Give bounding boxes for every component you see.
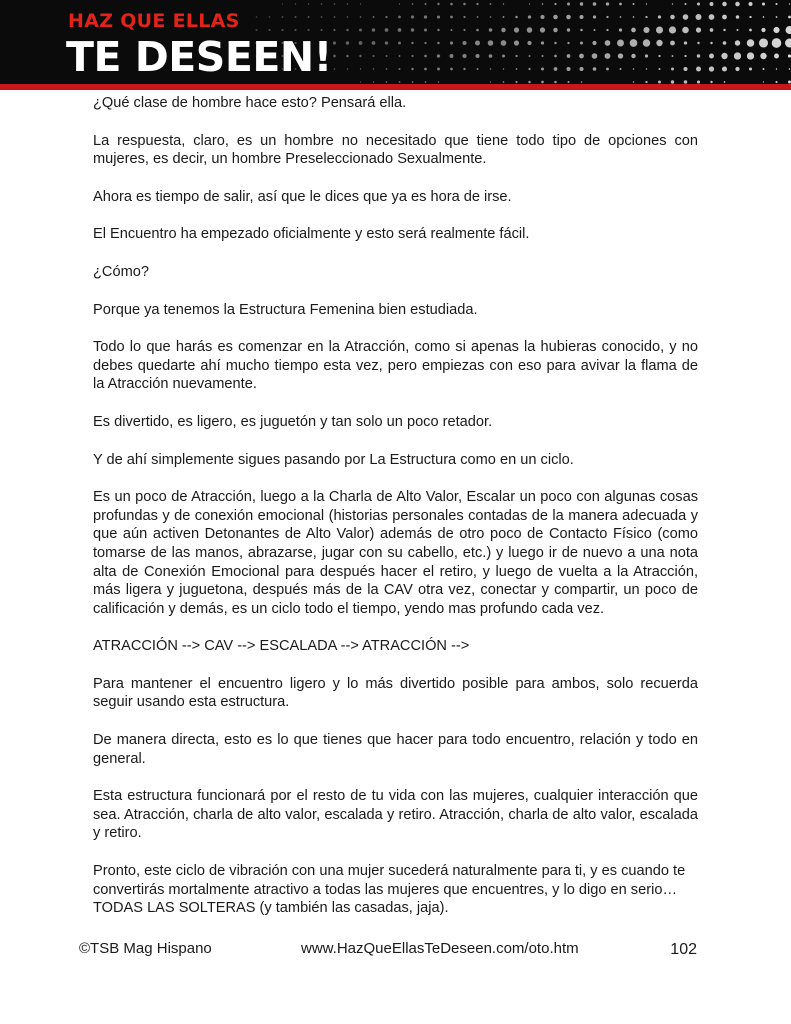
halftone-dot [411,55,413,57]
halftone-dot [347,16,349,18]
halftone-dot [346,29,349,32]
paragraph-3: Ahora es tiempo de salir, así que le dices que ya es hora de irse. [93,188,512,205]
halftone-dot [490,16,492,18]
halftone-dot [789,68,791,70]
halftone-dot [554,67,558,71]
halftone-dot [385,16,387,18]
halftone-dot [424,42,426,44]
halftone-dot [373,68,374,69]
halftone-dot [788,16,791,19]
halftone-dot [490,68,492,70]
halftone-dot [630,39,638,47]
halftone-dot [646,68,647,69]
halftone-dot [710,28,714,32]
halftone-dot [736,29,738,31]
halftone-dot [606,2,609,5]
paragraph-8: Es divertido, es ligero, es juguetón y tan solo un poco retador. [93,413,493,430]
halftone-dot [503,3,504,4]
halftone-dot [541,68,544,71]
halftone-dot [735,2,740,7]
paragraph-6: Porque ya tenemos la Estructura Femenina bien estudiada. [93,301,478,318]
halftone-dot [514,40,519,45]
halftone-dot [618,53,623,58]
halftone-dot [749,16,751,18]
halftone-dot [786,26,791,34]
halftone-dot [462,54,466,58]
halftone-dot [424,68,427,71]
halftone-dot [772,38,782,48]
halftone-dot [696,14,702,20]
halftone-dot [684,55,686,57]
halftone-dot [333,41,336,44]
halftone-dot [593,2,597,6]
halftone-dot [646,3,647,4]
paragraph-10: Es un poco de Atracción, luego a la Charla de Alto Valor, Escalar un poco con algunas cosas profundas y de conexión emocional (historias personales contadas de la manera adecuada y que aún activen Detonantes de Alto Valor) además de otro poco de Contacto Físico (como tomarse de las manos, abrazarse, jugar con su cabello, etc.) y luego ir de nuevo a una nota alta de Conexión Emocional para después hacer el retiro, y luego de vuelta a la Atracción, más ligera y juguetona, después más de la CAV otra vez, conectar y compartir, un poco de calificación y demás, es un ciclo todo el tiempo, yendo mas profundo cada vez. [93,489,698,617]
halftone-dot [580,42,583,45]
halftone-dot [580,29,583,32]
halftone-dot [501,40,507,46]
halftone-dot [398,68,400,70]
halftone-dot [696,67,701,72]
halftone-dot [424,29,427,32]
halftone-dot [554,3,556,5]
halftone-dot [490,3,492,5]
halftone-dot [553,15,558,20]
halftone-dot [645,81,647,83]
halftone-dot [386,55,388,57]
halftone-dot [763,16,765,18]
halftone-dot [734,52,741,59]
halftone-dot [579,67,583,71]
halftone-dot [656,40,662,46]
halftone-dot [502,55,505,58]
halftone-dot [789,3,790,4]
halftone-dot [399,55,401,57]
paragraph-14: Esta estructura funcionará por el resto de tu vida con las mujeres, cualquier interacción que sea. Atracción, charla de alto valor, escalada y retiro. Atracción, charla de alto valor, escalada y retiro. [93,788,698,842]
halftone-dot [709,54,714,59]
halftone-dot [773,27,779,33]
halftone-dot [593,15,596,18]
halftone-dot [503,16,505,18]
halftone-dot [359,29,362,32]
halftone-dot [776,68,777,69]
halftone-dot [567,28,570,31]
halftone-dot [333,29,335,31]
halftone-dot [672,55,674,57]
halftone-dot [463,3,466,6]
halftone-dot [656,26,663,33]
halftone-dot [747,39,755,47]
halftone-dot [411,68,414,71]
halftone-dot [579,15,583,19]
halftone-dot [619,28,622,31]
halftone-dot [282,16,284,18]
halftone-dot [437,15,440,18]
halftone-dot [747,52,754,59]
halftone-dot [529,55,531,57]
halftone-dot [631,54,635,58]
halftone-dot [709,14,715,20]
halftone-dot [528,81,531,84]
halftone-dot [542,55,544,57]
paragraph-9: Y de ahí simplemente sigues pasando por La Estructura como en un ciclo. [93,451,574,468]
halftone-dot [333,55,336,58]
halftone-dot [528,68,530,70]
halftone-dot [373,16,375,18]
halftone-dot [697,42,699,44]
halftone-dot [735,67,739,71]
halftone-dot [346,41,350,45]
halftone-dot [399,3,400,4]
halftone-dot [606,16,608,18]
halftone-dot [398,42,401,45]
halftone-dot [761,28,765,32]
halftone-dot [527,27,533,33]
halftone-dot [385,41,388,44]
halftone-dot [255,29,257,31]
halftone-dot [763,81,764,82]
halftone-dot [347,3,348,4]
halftone-dot [540,15,544,19]
halftone-dot [723,29,725,31]
halftone-dot [424,15,427,18]
halftone-dot [359,41,363,45]
halftone-dot [722,15,727,20]
halftone-dot [541,41,544,44]
halftone-dot [581,81,583,83]
halftone-dot [437,54,440,57]
footer-url-link[interactable]: www.HazQueEllasTeDeseen.com/oto.htm [301,940,579,957]
halftone-dot [412,81,414,83]
halftone-dot [386,81,388,83]
halftone-dot [490,81,491,82]
halftone-dot [503,81,505,83]
halftone-dot [450,68,453,71]
halftone-dot [412,3,414,5]
halftone-dot [735,40,740,45]
halftone-dot [749,2,753,6]
halftone-dot [710,2,714,6]
paragraph-2: La respuesta, claro, es un hombre no necesitado que tiene todo tipo de opciones con mujeres, es decir, un hombre Preseleccionado Sexualmente. [93,132,698,168]
halftone-dot [669,26,676,33]
halftone-dot [620,16,622,18]
halftone-dot [697,2,700,5]
page-body [93,94,698,937]
halftone-dot [516,68,518,70]
halftone-dot [682,27,689,34]
halftone-dot [372,55,374,57]
halftone-dot [567,54,571,58]
halftone-dot [437,42,440,45]
halftone-dot [360,16,362,18]
halftone-dot [566,67,570,71]
halftone-dot [696,27,701,32]
halftone-dot [320,29,322,31]
halftone-dot [398,16,401,19]
halftone-dot [554,55,557,58]
halftone-dot [619,3,622,6]
halftone-dot [553,28,557,32]
halftone-dot [592,53,598,59]
halftone-dot [606,68,609,71]
halftone-dot [463,68,465,70]
paragraph-5: ¿Cómo? [93,263,149,280]
halftone-dot [542,3,544,5]
halftone-dot [776,16,778,18]
paragraph-15: Pronto, este ciclo de vibración con una mujer sucederá naturalmente para ti, y es cuando te convertirás mortalmente atractivo a todas las mujeres que encuentres, y lo digo en serio… TODAS LAS SOLTERAS (y también las casadas, jaja). [93,863,686,917]
halftone-dot [334,68,336,70]
halftone-dot [528,15,531,18]
halftone-dot [672,3,673,4]
halftone-dot [643,39,650,46]
halftone-dot [684,3,686,5]
halftone-dot [360,3,361,4]
halftone-dot [281,29,283,31]
halftone-dot [424,55,427,58]
halftone-dot [475,54,479,58]
halftone-dot [710,81,712,83]
halftone-dot [683,67,687,71]
halftone-dot [373,81,374,82]
paragraph-7: Todo lo que harás es comenzar en la Atracción, como si apenas la hubieras conocido, y no debes quedarte ahí mucho tiempo esta vez, pero empiezas con eso para avivar la flama de la Atracción nuevamente. [93,339,698,393]
halftone-dot [749,29,752,32]
header-red-rule [0,84,791,90]
halftone-dot [670,15,675,20]
halftone-dot [399,81,401,83]
halftone-dot [346,55,349,58]
paragraph-13: De manera directa, esto es lo que tienes que hacer para todo encuentro, relación y todo en general. [93,732,698,767]
halftone-dot [437,29,439,31]
halftone-dot [721,53,727,59]
halftone-dot [633,81,635,83]
halftone-dot [321,3,323,5]
brand-title-top: HAZ QUE ELLAS [68,10,240,32]
halftone-dot [514,27,519,32]
halftone-dot [722,2,726,6]
halftone-dot [308,16,310,18]
halftone-dot [619,68,621,70]
paragraph-1: ¿Qué clase de hombre hace esto? Pensará ella. [93,95,407,111]
halftone-dot [372,28,375,31]
halftone-dot [760,53,766,59]
halftone-dot [722,66,727,71]
halftone-dot [360,81,361,82]
page-number: 102 [670,941,697,958]
halftone-dot [697,54,700,57]
halftone-dot [425,81,427,83]
halftone-dot [606,29,608,31]
halftone-dot [475,41,480,46]
halftone-dot [268,29,270,31]
halftone-dot [775,81,777,83]
halftone-dot [489,28,492,31]
halftone-dot [515,81,517,83]
halftone-dot [386,68,388,70]
halftone-dot [710,42,712,44]
halftone-dot [477,16,479,18]
halftone-dot [321,16,323,18]
halftone-dot [282,3,283,4]
halftone-dot [759,38,768,47]
page-footer [79,940,697,962]
brand-title-main: TE DESEEN! [66,33,332,81]
halftone-dot [541,81,544,84]
halftone-dot [450,54,454,58]
halftone-dot [540,27,545,32]
halftone-dot [631,28,636,33]
halftone-dot [749,67,752,70]
halftone-dot [709,66,714,71]
paragraph-12: Para mantener el encuentro ligero y lo más divertido posible para ambos, solo recuerda seguir usando esta estructura. [93,675,698,711]
halftone-dot [554,81,557,84]
halftone-dot [736,15,740,19]
halftone-dot [411,42,413,44]
halftone-dot [643,27,649,33]
halftone-dot [633,16,635,18]
halftone-dot [775,3,777,5]
halftone-dot [763,68,765,70]
halftone-dot [566,15,571,20]
halftone-dot [438,81,439,82]
halftone-dot [579,54,584,59]
halftone-dot [724,81,726,83]
halftone-dot [503,68,504,69]
halftone-dot [347,68,348,69]
halftone-dot [785,39,791,48]
halftone-dot [463,16,465,18]
halftone-dot [683,14,689,20]
halftone-dot [477,68,479,70]
halftone-dot [659,68,661,70]
structure-sequence: ATRACCIÓN --> CAV --> ESCALADA --> ATRACCIÓN --> [93,638,470,655]
paragraph-4: El Encuentro ha empezado oficialmente y esto será realmente fácil. [93,226,530,243]
halftone-dot [462,41,466,45]
halftone-dot [645,54,648,57]
halftone-dot [554,42,556,44]
halftone-dot [307,29,309,31]
halftone-dot [437,68,440,71]
halftone-dot [372,41,376,45]
halftone-dot [684,41,687,44]
halftone-dot [774,54,779,59]
halftone-dot [670,41,675,46]
halftone-dot [501,28,505,32]
halftone-dot [385,28,389,32]
halftone-dot [617,40,624,47]
footer-copyright: ©TSB Mag Hispano [79,940,212,957]
halftone-dot [450,3,453,6]
halftone-dot [632,3,634,5]
halftone-dot [671,68,674,71]
halftone-dot [515,16,518,19]
halftone-dot [567,3,570,6]
halftone-dot [411,15,414,18]
halftone-dot [645,16,647,18]
halftone-dot [592,41,596,45]
halftone-dot [567,42,569,44]
halftone-dot [294,29,296,31]
halftone-dot [605,40,611,46]
halftone-dot [463,29,465,31]
halftone-dot [359,55,361,57]
halftone-dot [450,16,453,19]
halftone-dot [295,16,297,18]
halftone-dot [334,3,336,5]
halftone-dot [308,3,310,5]
halftone-dot [658,15,661,18]
halftone-dot [398,28,402,32]
halftone-dot [411,28,414,31]
halftone-dot [633,68,635,70]
halftone-dot [658,55,660,57]
halftone-dot [489,54,493,58]
halftone-dot [360,68,361,69]
halftone-dot [593,67,597,71]
halftone-dot [476,3,478,5]
halftone-dot [580,2,583,5]
page-header [0,0,791,84]
halftone-dot [450,29,452,31]
halftone-dot [450,41,453,44]
halftone-dot [256,16,258,18]
halftone-dot [529,3,530,4]
halftone-dot [476,29,479,32]
halftone-dot [437,3,439,5]
halftone-dot [593,29,595,31]
halftone-dot [515,55,517,57]
halftone-dot [762,2,765,5]
halftone-dot [424,3,426,5]
halftone-dot [334,16,336,18]
halftone-dot [269,16,271,18]
halftone-dot [527,41,531,45]
halftone-dot [723,41,727,45]
halftone-dot [605,53,611,59]
halftone-dot [295,3,296,4]
halftone-dot [567,81,569,83]
halftone-dot [488,40,494,46]
